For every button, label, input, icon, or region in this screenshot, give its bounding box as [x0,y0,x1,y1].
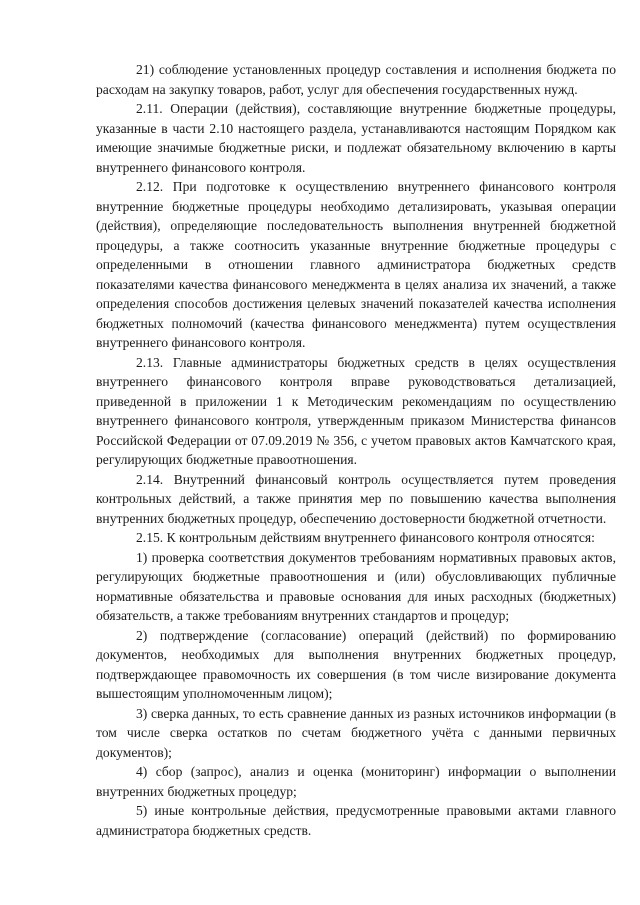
list-item-1: 1) проверка соответствия документов требованиям нормативных правовых актов, регулирующих бюджетные правоотношения и (или) обусловливающих публичные нормативные обязательства и правовые основания для иных расходных (бюджетных) обязательств, а также требованиям внутренних стандартов и процедур; [96,549,616,623]
paragraph-2-14: 2.14. Внутренний финансовый контроль осуществляется путем проведения контрольных действий, а также принятия мер по повышению качества выполнения внутренних бюджетных процедур, обеспечению достоверности бюджетной отчетности. [96,471,616,526]
document-page [96,60,616,840]
list-item-4: 4) сбор (запрос), анализ и оценка (мониторинг) информации о выполнении внутренних бюджетных процедур; [96,764,616,799]
paragraph-2-15: 2.15. К контрольным действиям внутреннего финансового контроля относятся: [136,530,595,545]
paragraph-2-11: 2.11. Операции (действия), составляющие внутренние бюджетные процедуры, указанные в части 2.10 настоящего раздела, устанавливаются настоящим Порядком как имеющие значимые бюджетные риски, и подлежат обязательному включению в карты внутреннего финансового контроля. [96,101,616,175]
paragraph-2-12: 2.12. При подготовке к осуществлению внутреннего финансового контроля внутренние бюджетные процедуры необходимо детализировать, указывая операции (действия), определяющие последовательность выполнения внутренней бюджетной процедуры, а также соотносить указанные внутренние бюджетные процедуры с определенными в отношении главного администратора бюджетных средств показателями качества финансового менеджмента в целях анализа их значений, а также определения способов достижения целевых значений показателей качества исполнения бюджетных полномочий (качества финансового менеджмента) путем осуществления внутреннего финансового контроля. [96,179,616,350]
list-item-3: 3) сверка данных, то есть сравнение данных из разных источников информации (в том числе сверка остатков по счетам бюджетного учёта с данными первичных документов); [96,705,616,760]
paragraph-item-21: 21) соблюдение установленных процедур составления и исполнения бюджета по расходам на закупку товаров, работ, услуг для обеспечения государственных нужд. [96,62,616,97]
list-item-5: 5) иные контрольные действия, предусмотренные правовыми актами главного администратора бюджетных средств. [96,803,616,838]
list-item-2: 2) подтверждение (согласование) операций (действий) по формированию документов, необходимых для выполнения внутренних бюджетных процедур, подтверждающее правомочность их совершения (в том числе визирование документа вышестоящим уполномоченным лицом); [96,627,616,701]
paragraph-2-13: 2.13. Главные администраторы бюджетных средств в целях осуществления внутреннего финансового контроля вправе руководствоваться детализацией, приведенной в приложении 1 к Методическим рекомендациям по осуществлению внутреннего финансового контроля, утвержденным приказом Министерства финансов Российской Федерации от 07.09.2019 № 356, с учетом правовых актов Камчатского края, регулирующих бюджетные правоотношения. [96,354,616,467]
